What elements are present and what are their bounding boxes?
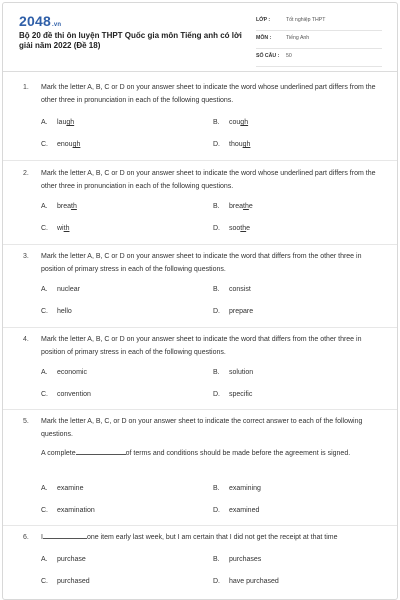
meta-count-value: 50 — [286, 53, 292, 59]
divider — [256, 66, 382, 67]
option-b[interactable] — [213, 556, 261, 563]
underlined-part: th — [71, 203, 77, 210]
option-text: soo — [229, 225, 241, 232]
option-text: convention — [57, 391, 91, 398]
option-b[interactable] — [213, 203, 253, 210]
sentence-start: A complete — [41, 450, 76, 457]
option-letter: C. — [41, 225, 48, 232]
option-text: have purchased — [229, 578, 279, 585]
option-letter: B. — [213, 286, 220, 293]
option-text: examining — [229, 485, 261, 492]
option-letter: D. — [213, 507, 220, 514]
option-letter: C. — [41, 578, 48, 585]
question-divider — [3, 327, 397, 328]
option-text: purchased — [57, 578, 90, 585]
option-b[interactable] — [213, 485, 261, 492]
option-text: wi — [57, 225, 64, 232]
option-text: brea — [57, 203, 72, 210]
option-letter: A. — [41, 369, 48, 376]
question-divider — [3, 244, 397, 245]
question-divider — [3, 160, 397, 161]
option-text: e — [248, 203, 253, 210]
question-stem: Mark the letter A, B, C, or D on your answer sheet to indicate the correct answer to each of the following questions. — [41, 418, 363, 438]
exam-page — [2, 2, 398, 600]
question-stem — [41, 531, 387, 544]
option-d[interactable] — [213, 578, 279, 585]
option-b[interactable] — [213, 119, 248, 126]
option-text: economic — [57, 369, 87, 376]
answer-blank — [76, 448, 126, 455]
question-number: 6. — [23, 534, 29, 541]
question-divider — [3, 525, 397, 526]
question-number: 3. — [23, 253, 29, 260]
option-text: enou — [57, 141, 73, 148]
option-a[interactable] — [41, 119, 74, 126]
meta-subject-value: Tiếng Anh — [286, 35, 310, 41]
option-letter: A. — [41, 203, 48, 210]
underlined-part: gh — [242, 141, 251, 148]
question-sentence — [41, 447, 387, 460]
site-logo[interactable] — [19, 13, 61, 29]
underlined-part: gh — [66, 119, 75, 126]
option-c[interactable] — [41, 507, 95, 514]
meta-subject-label: MÔN : — [256, 35, 272, 41]
option-letter: B. — [213, 485, 220, 492]
option-letter: A. — [41, 485, 48, 492]
question-stem: Mark the letter A, B, C or D on your answer sheet to indicate the word that differs from the other three in position of primary stress in each of the following questions. — [41, 253, 362, 273]
option-d[interactable] — [213, 308, 253, 315]
option-letter: D. — [213, 141, 220, 148]
option-d[interactable] — [213, 507, 259, 514]
logo-suffix: .vn — [51, 22, 62, 28]
meta-class-label: LỚP : — [256, 17, 271, 23]
option-a[interactable] — [41, 485, 83, 492]
option-text: brea — [229, 203, 244, 210]
option-text: consist — [229, 286, 251, 293]
option-letter: C. — [41, 308, 48, 315]
underlined-part: th — [240, 225, 247, 232]
sentence-end: of terms and conditions should be made before the agreement is signed. — [125, 450, 351, 457]
question-divider — [3, 409, 397, 410]
meta-class-value: Tốt nghiệp THPT — [286, 17, 326, 23]
underlined-part: gh — [240, 119, 249, 126]
option-c[interactable] — [41, 308, 72, 315]
underlined-part: gh — [72, 141, 81, 148]
question-number: 1. — [23, 84, 29, 91]
option-d[interactable] — [213, 391, 252, 398]
question-stem: Mark the letter A, B, C or D on your answer sheet to indicate the word that differs from the other three in position of primary stress in each of the following questions. — [41, 336, 362, 356]
underlined-part: th — [63, 225, 70, 232]
option-letter: A. — [41, 286, 48, 293]
meta-count-label: SỐ CÂU : — [256, 53, 280, 59]
option-b[interactable] — [213, 286, 251, 293]
option-letter: C. — [41, 141, 48, 148]
option-text: hello — [57, 308, 72, 315]
sentence-end: one item early last week, but I am certain that I did not get the receipt at that time — [86, 534, 338, 541]
option-letter: B. — [213, 203, 220, 210]
option-text: lau — [57, 119, 67, 126]
option-letter: B. — [213, 369, 220, 376]
option-c[interactable] — [41, 225, 69, 232]
answer-blank — [43, 532, 87, 539]
meta-count — [256, 49, 382, 67]
option-text: nuclear — [57, 286, 80, 293]
option-text: prepare — [229, 308, 254, 315]
option-letter: C. — [41, 391, 48, 398]
option-text: examination — [57, 507, 95, 514]
option-c[interactable] — [41, 141, 80, 148]
sentence-start: I — [41, 534, 43, 541]
option-text: solution — [229, 369, 254, 376]
option-text: cou — [229, 119, 241, 126]
option-letter: D. — [213, 578, 220, 585]
option-letter: B. — [213, 556, 220, 563]
option-letter: D. — [213, 225, 220, 232]
option-c[interactable] — [41, 391, 91, 398]
option-letter: B. — [213, 119, 220, 126]
option-a[interactable] — [41, 286, 80, 293]
option-d[interactable] — [213, 141, 250, 148]
option-c[interactable] — [41, 578, 90, 585]
question-stem: Mark the letter A, B, C or D on your answer sheet to indicate the word whose underlined part differs from the other three in pronunciation in each of the following questions. — [41, 170, 376, 190]
underlined-part: th — [243, 203, 249, 210]
option-letter: C. — [41, 507, 48, 514]
option-text: e — [246, 225, 251, 232]
option-text: purchase — [57, 556, 86, 563]
option-d[interactable] — [213, 225, 250, 232]
question-number: 4. — [23, 336, 29, 343]
question-number: 5. — [23, 418, 29, 425]
meta-subject — [256, 31, 382, 49]
page-title: Bộ 20 đề thi ôn luyện THPT Quốc gia môn Tiếng anh có lời giải năm 2022 (Đề 18) — [19, 31, 242, 50]
option-b[interactable] — [213, 369, 253, 376]
option-text: specific — [229, 391, 253, 398]
header-divider — [3, 71, 397, 72]
option-text: examine — [57, 485, 84, 492]
option-letter: D. — [213, 391, 220, 398]
option-a[interactable] — [41, 203, 77, 210]
question-stem: Mark the letter A, B, C or D on your answer sheet to indicate the word whose underlined part differs from the other three in pronunciation in each of the following questions. — [41, 84, 376, 104]
question-number: 2. — [23, 170, 29, 177]
option-letter: A. — [41, 556, 48, 563]
option-letter: D. — [213, 308, 220, 315]
option-a[interactable] — [41, 556, 86, 563]
option-a[interactable] — [41, 369, 87, 376]
logo-text: 2048 — [19, 13, 51, 29]
option-text: thou — [229, 141, 243, 148]
exam-header — [3, 3, 397, 67]
option-text: purchases — [229, 556, 262, 563]
option-letter: A. — [41, 119, 48, 126]
meta-class — [256, 13, 382, 31]
option-text: examined — [229, 507, 260, 514]
